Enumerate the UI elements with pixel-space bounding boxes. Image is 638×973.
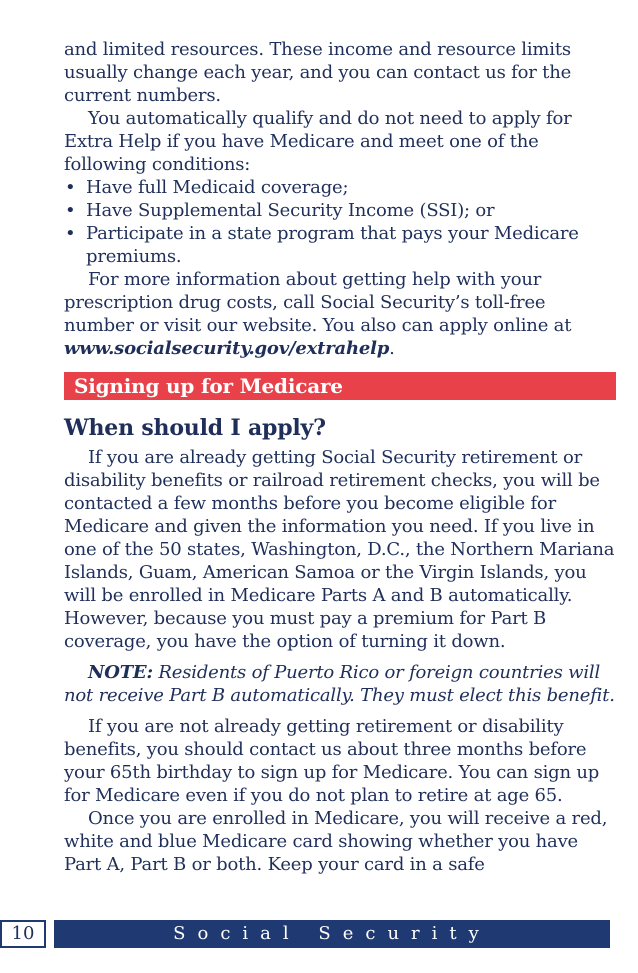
intro-paragraph-2: You automatically qualify and do not need to apply for Extra Help if you have Medicare and meet one of the following conditions:: [64, 108, 572, 175]
list-item: • Have full Medicaid coverage;: [64, 176, 616, 199]
footer-title: Social Security: [173, 923, 491, 944]
note-paragraph: [64, 661, 616, 707]
section-title-bar: [64, 372, 616, 400]
apply-paragraph-2: If you are not already getting retirement or disability benefits, you should contact us about three months before your 65th birthday to sign up for Medicare. You can sign up for Medicare even if you do not plan to retire at age 65.: [64, 716, 600, 806]
page-number: 10: [0, 920, 46, 948]
intro-paragraph-1: and limited resources. These income and resource limits usually change each year, and you can contact us for the current numbers.: [64, 39, 572, 106]
list-item: • Participate in a state program that pays your Medicare premiums.: [64, 222, 616, 268]
note-label: NOTE:: [88, 662, 153, 683]
subsection-heading: When should I apply?: [64, 415, 326, 441]
intro-paragraph-3: [64, 268, 616, 360]
extrahelp-link[interactable]: www.socialsecurity.gov/extrahelp: [64, 338, 390, 359]
list-item: • Have Supplemental Security Income (SSI); or: [64, 199, 616, 222]
section-title: Signing up for Medicare: [74, 374, 343, 398]
page-footer: [0, 920, 638, 948]
page-content: [64, 38, 616, 876]
apply-paragraph-3: Once you are enrolled in Medicare, you will receive a red, white and blue Medicare card showing whether you have Part A, Part B or both. Keep your card in a safe: [64, 808, 608, 875]
conditions-list: [64, 176, 616, 268]
note-text: Residents of Puerto Rico or foreign countries will not receive Part B automatically. They must elect this benefit.: [64, 662, 615, 706]
apply-paragraph-1: If you are already getting Social Security retirement or disability benefits or railroad retirement checks, you will be contacted a few months before you become eligible for Medicare and given the information you need. If you live in one of the 50 states, Washington, D.C., the Northern Mariana Islands, Guam, American Samoa or the Virgin Islands, you will be enrolled in Medicare Parts A and B automatically. However, because you must pay a premium for Part B coverage, you have the option of turning it down.: [64, 447, 615, 652]
footer-title-bar: [54, 920, 610, 948]
intro-paragraph-3-text: For more information about getting help with your prescription drug costs, call Social Security’s toll-free number or visit our website. You also can apply online at: [64, 269, 572, 336]
intro-paragraph-3-end: .: [389, 338, 395, 359]
